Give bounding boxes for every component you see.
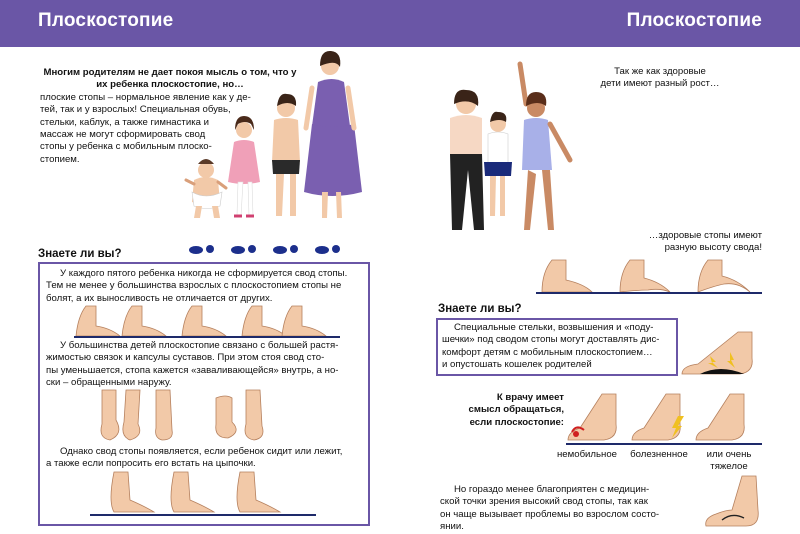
right-bottom-line-2: ской точки зрения высокий свод стопы, так как <box>440 496 648 508</box>
flat-feet-row <box>72 304 342 338</box>
left-p2-line-1: У большинства детей плоскостопие связано с большей растя- <box>60 340 339 351</box>
girl-figure <box>228 116 260 216</box>
page-title-left: Плоскостопие <box>38 10 174 31</box>
left-p1-line-3: болят, а их выносливость не отличается от других. <box>46 292 273 304</box>
tall-child-left <box>450 90 484 230</box>
baby-figure <box>186 159 226 218</box>
short-child <box>484 112 512 216</box>
mother-figure <box>304 51 362 218</box>
right-box-line-4: и опустошать кошелек родителей <box>442 359 592 371</box>
right-caption-1-line-1: Так же как здоровые <box>614 66 706 77</box>
tallest-child <box>520 64 570 230</box>
label-severe <box>696 449 762 474</box>
right-bottom-line-4: янии. <box>440 521 464 533</box>
boy-figure <box>272 94 300 216</box>
left-p2-line-4: ски – обращенными наружу. <box>46 377 172 389</box>
ground-line-4 <box>566 443 762 445</box>
doctor-advice <box>440 392 564 429</box>
intro-line-5: стопы у ребенка с мобильным плоско- <box>40 141 212 153</box>
children-heights-illustration <box>432 62 582 242</box>
header-bar <box>0 0 800 47</box>
right-caption-1 <box>580 66 740 91</box>
left-p2-line-3: пы уменьшается, стопа кажется «заваливающейся» внутрь, а но- <box>46 364 339 376</box>
insole-discomfort-foot <box>680 330 764 378</box>
right-box-text <box>442 322 674 372</box>
left-box-p2 <box>46 340 364 390</box>
right-box-line-1: Специальные стельки, возвышения и «поду- <box>454 322 654 333</box>
label-severe-line-1: или очень <box>706 449 752 460</box>
high-arch-foot <box>702 474 764 530</box>
left-box-p3 <box>46 446 364 471</box>
doctor-line-1: К врачу имеет <box>496 392 564 403</box>
left-box-p1 <box>46 268 364 305</box>
label-severe-line-2: тяжелое <box>710 461 748 473</box>
right-box-line-3: комфорт детям с мобильным плоскостопием… <box>442 346 653 358</box>
label-painful: болезненное <box>630 449 688 460</box>
ground-line-2 <box>90 514 316 516</box>
intro-bold: Многим родителям не дает покоя мысль о том, что у их ребенка плоскостопие, но… <box>43 67 297 91</box>
right-caption-2-line-2: разную высоту свода! <box>664 242 762 254</box>
right-section-title: Знаете ли вы? <box>438 303 522 315</box>
left-p2-line-2: жимостью связок и капсулы суставов. При этом стоя свод сто- <box>46 352 325 364</box>
left-p3-line-2: а также если попросить его встать на цыпочки. <box>46 458 256 470</box>
intro-line-3: стельки, каблук, а также гимнастика и <box>40 116 209 128</box>
left-p1-line-1: У каждого пятого ребенка никогда не сформируется свод стопы. <box>60 268 348 279</box>
left-p3-line-1: Однако свод стопы появляется, если ребенок сидит или лежит, <box>60 446 343 457</box>
ground-line-3 <box>536 292 762 294</box>
right-bottom-line-1: Но гораздо менее благоприятен с медицин- <box>454 484 650 495</box>
doctor-line-2: смысл обращаться, <box>468 404 564 416</box>
page-title-right: Плоскостопие <box>626 10 762 31</box>
condition-feet <box>566 392 762 444</box>
intro-line-1: плоские стопы – нормальное явление как у де- <box>40 91 251 103</box>
right-caption-2 <box>610 230 762 255</box>
inward-feet-illustration <box>96 388 286 444</box>
footprint-3 <box>273 245 298 254</box>
intro-line-4: массаж не могут сформировать свод <box>40 129 206 141</box>
tiptoe-feet-illustration <box>100 470 300 516</box>
intro-line-2: тей, так и у взрослых! Специальная обувь, <box>40 104 231 116</box>
right-caption-2-line-1: …здоровые стопы имеют <box>648 230 762 241</box>
doctor-line-3: если плоскостопие: <box>469 416 564 428</box>
intro-line-6: стопием. <box>40 153 80 165</box>
ground-line-1 <box>74 336 340 338</box>
right-caption-1-line-2: дети имеют разный рост… <box>600 78 720 90</box>
right-bottom-text <box>440 484 672 534</box>
label-immobile: немобильное <box>557 449 617 460</box>
right-bottom-line-3: он чаще вызывает проблемы во взрослом состо- <box>440 508 660 520</box>
footprint-4 <box>315 245 340 254</box>
left-section-title: Знаете ли вы? <box>38 248 122 260</box>
footprints-row <box>186 241 348 257</box>
arch-heights-feet <box>538 256 764 294</box>
footprint-1 <box>189 245 214 254</box>
family-illustration <box>168 52 368 237</box>
left-p1-line-2: Тем не менее у большинства взрослых с плоскостопием стопы не <box>46 280 342 292</box>
footprint-2 <box>231 245 256 254</box>
right-box-line-2: шечки» под сводом стопы могут доставлять дис- <box>442 334 660 346</box>
